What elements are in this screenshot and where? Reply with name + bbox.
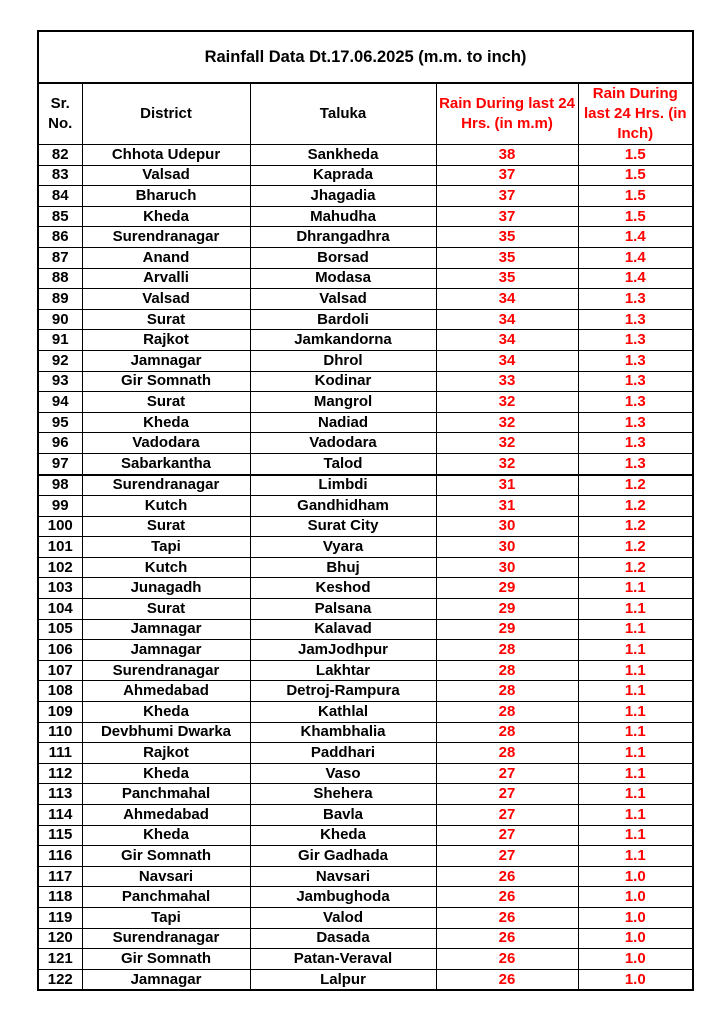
table-row	[38, 247, 693, 268]
cell-taluka: Modasa	[250, 268, 436, 289]
cell-sr-no: 97	[38, 453, 82, 474]
cell-rain-mm: 34	[436, 309, 578, 330]
cell-district: Jamnagar	[82, 640, 250, 661]
table-body	[38, 145, 693, 991]
cell-rain-inch: 1.2	[578, 475, 693, 496]
header-rain-inch: Rain During last 24 Hrs. (in Inch)	[578, 83, 693, 145]
cell-rain-inch: 1.1	[578, 599, 693, 620]
title-row	[38, 31, 693, 83]
cell-taluka: Gir Gadhada	[250, 846, 436, 867]
table-row	[38, 453, 693, 474]
table-row	[38, 145, 693, 166]
cell-taluka: Bardoli	[250, 309, 436, 330]
cell-sr-no: 109	[38, 702, 82, 723]
cell-sr-no: 113	[38, 784, 82, 805]
table-row	[38, 268, 693, 289]
cell-sr-no: 104	[38, 599, 82, 620]
cell-sr-no: 115	[38, 825, 82, 846]
cell-district: Navsari	[82, 866, 250, 887]
cell-taluka: Bavla	[250, 805, 436, 826]
cell-taluka: Vyara	[250, 537, 436, 558]
cell-rain-mm: 34	[436, 289, 578, 310]
table-row	[38, 516, 693, 537]
cell-rain-inch: 1.3	[578, 392, 693, 413]
cell-district: Panchmahal	[82, 887, 250, 908]
table-row	[38, 186, 693, 207]
cell-sr-no: 93	[38, 371, 82, 392]
cell-rain-inch: 1.3	[578, 453, 693, 474]
cell-rain-mm: 32	[436, 453, 578, 474]
cell-rain-mm: 29	[436, 578, 578, 599]
cell-sr-no: 95	[38, 412, 82, 433]
table-row	[38, 371, 693, 392]
cell-rain-inch: 1.1	[578, 763, 693, 784]
cell-rain-inch: 1.1	[578, 846, 693, 867]
cell-rain-inch: 1.1	[578, 640, 693, 661]
cell-district: Kheda	[82, 825, 250, 846]
cell-rain-mm: 26	[436, 866, 578, 887]
table-row	[38, 949, 693, 970]
cell-rain-mm: 28	[436, 743, 578, 764]
cell-rain-mm: 31	[436, 475, 578, 496]
cell-rain-mm: 29	[436, 599, 578, 620]
cell-rain-mm: 28	[436, 640, 578, 661]
table-row	[38, 599, 693, 620]
cell-rain-mm: 27	[436, 846, 578, 867]
table-row	[38, 412, 693, 433]
cell-taluka: Bhuj	[250, 557, 436, 578]
cell-sr-no: 117	[38, 866, 82, 887]
page-title: Rainfall Data Dt.17.06.2025 (m.m. to inch)	[38, 31, 693, 83]
cell-district: Surendranagar	[82, 475, 250, 496]
table-row	[38, 433, 693, 454]
cell-rain-mm: 30	[436, 537, 578, 558]
cell-taluka: Lalpur	[250, 969, 436, 990]
cell-district: Panchmahal	[82, 784, 250, 805]
cell-taluka: Khambhalia	[250, 722, 436, 743]
cell-district: Surendranagar	[82, 928, 250, 949]
cell-rain-mm: 37	[436, 186, 578, 207]
cell-rain-inch: 1.5	[578, 206, 693, 227]
cell-rain-inch: 1.1	[578, 722, 693, 743]
table-row	[38, 722, 693, 743]
cell-rain-inch: 1.2	[578, 516, 693, 537]
cell-sr-no: 91	[38, 330, 82, 351]
table-row	[38, 681, 693, 702]
cell-rain-mm: 28	[436, 681, 578, 702]
cell-district: Gir Somnath	[82, 846, 250, 867]
cell-rain-inch: 1.2	[578, 496, 693, 517]
cell-taluka: Kathlal	[250, 702, 436, 723]
cell-district: Kheda	[82, 702, 250, 723]
header-sr-no: Sr. No.	[38, 83, 82, 145]
cell-rain-mm: 29	[436, 619, 578, 640]
table-row	[38, 289, 693, 310]
cell-sr-no: 94	[38, 392, 82, 413]
cell-rain-inch: 1.1	[578, 784, 693, 805]
cell-rain-mm: 30	[436, 516, 578, 537]
cell-sr-no: 107	[38, 660, 82, 681]
cell-rain-mm: 28	[436, 722, 578, 743]
cell-district: Valsad	[82, 289, 250, 310]
cell-taluka: Limbdi	[250, 475, 436, 496]
cell-rain-inch: 1.0	[578, 887, 693, 908]
cell-sr-no: 118	[38, 887, 82, 908]
cell-district: Junagadh	[82, 578, 250, 599]
cell-taluka: Dhrangadhra	[250, 227, 436, 248]
cell-taluka: Jamkandorna	[250, 330, 436, 351]
table-row	[38, 928, 693, 949]
cell-district: Anand	[82, 247, 250, 268]
cell-district: Surat	[82, 309, 250, 330]
cell-district: Kheda	[82, 206, 250, 227]
cell-sr-no: 89	[38, 289, 82, 310]
cell-rain-inch: 1.2	[578, 537, 693, 558]
cell-district: Kutch	[82, 496, 250, 517]
cell-taluka: Mangrol	[250, 392, 436, 413]
cell-taluka: Sankheda	[250, 145, 436, 166]
cell-taluka: Dhrol	[250, 350, 436, 371]
cell-district: Vadodara	[82, 433, 250, 454]
cell-rain-mm: 27	[436, 763, 578, 784]
cell-taluka: Borsad	[250, 247, 436, 268]
cell-rain-mm: 37	[436, 165, 578, 186]
cell-taluka: Kaprada	[250, 165, 436, 186]
cell-rain-inch: 1.1	[578, 743, 693, 764]
cell-taluka: Keshod	[250, 578, 436, 599]
cell-rain-mm: 26	[436, 928, 578, 949]
table-row	[38, 969, 693, 990]
cell-taluka: Nadiad	[250, 412, 436, 433]
cell-rain-inch: 1.3	[578, 309, 693, 330]
cell-sr-no: 112	[38, 763, 82, 784]
cell-taluka: Dasada	[250, 928, 436, 949]
rainfall-table	[37, 30, 694, 991]
cell-district: Surat	[82, 516, 250, 537]
cell-rain-inch: 1.4	[578, 247, 693, 268]
cell-taluka: Kodinar	[250, 371, 436, 392]
cell-rain-mm: 34	[436, 350, 578, 371]
table-row	[38, 537, 693, 558]
cell-sr-no: 98	[38, 475, 82, 496]
cell-rain-inch: 1.3	[578, 433, 693, 454]
cell-district: Arvalli	[82, 268, 250, 289]
cell-rain-inch: 1.1	[578, 660, 693, 681]
cell-taluka: Navsari	[250, 866, 436, 887]
cell-rain-mm: 34	[436, 330, 578, 351]
cell-rain-mm: 31	[436, 496, 578, 517]
cell-taluka: Talod	[250, 453, 436, 474]
cell-taluka: Kalavad	[250, 619, 436, 640]
cell-district: Jamnagar	[82, 350, 250, 371]
cell-taluka: Jhagadia	[250, 186, 436, 207]
cell-rain-inch: 1.5	[578, 145, 693, 166]
cell-taluka: Detroj-Rampura	[250, 681, 436, 702]
cell-rain-inch: 1.3	[578, 371, 693, 392]
cell-district: Surendranagar	[82, 227, 250, 248]
cell-rain-inch: 1.4	[578, 227, 693, 248]
cell-rain-mm: 35	[436, 227, 578, 248]
cell-taluka: Vaso	[250, 763, 436, 784]
cell-sr-no: 119	[38, 907, 82, 928]
table-row	[38, 825, 693, 846]
cell-taluka: Paddhari	[250, 743, 436, 764]
cell-district: Tapi	[82, 537, 250, 558]
cell-rain-mm: 26	[436, 949, 578, 970]
table-row	[38, 496, 693, 517]
table-row	[38, 227, 693, 248]
table-row	[38, 660, 693, 681]
cell-rain-mm: 32	[436, 433, 578, 454]
cell-district: Jamnagar	[82, 969, 250, 990]
cell-district: Kutch	[82, 557, 250, 578]
cell-sr-no: 92	[38, 350, 82, 371]
cell-taluka: Shehera	[250, 784, 436, 805]
cell-taluka: Surat City	[250, 516, 436, 537]
cell-rain-mm: 26	[436, 907, 578, 928]
cell-sr-no: 83	[38, 165, 82, 186]
cell-sr-no: 102	[38, 557, 82, 578]
header-district: District	[82, 83, 250, 145]
header-rain-mm: Rain During last 24 Hrs. (in m.m)	[436, 83, 578, 145]
cell-district: Kheda	[82, 763, 250, 784]
cell-sr-no: 120	[38, 928, 82, 949]
cell-taluka: Gandhidham	[250, 496, 436, 517]
cell-rain-mm: 27	[436, 784, 578, 805]
cell-rain-inch: 1.3	[578, 289, 693, 310]
header-row	[38, 83, 693, 145]
table-row	[38, 206, 693, 227]
cell-rain-mm: 26	[436, 969, 578, 990]
cell-rain-mm: 38	[436, 145, 578, 166]
table-row	[38, 846, 693, 867]
cell-district: Ahmedabad	[82, 805, 250, 826]
cell-rain-mm: 27	[436, 805, 578, 826]
cell-sr-no: 100	[38, 516, 82, 537]
cell-sr-no: 111	[38, 743, 82, 764]
table-row	[38, 866, 693, 887]
cell-rain-inch: 1.1	[578, 702, 693, 723]
table-row	[38, 350, 693, 371]
header-taluka: Taluka	[250, 83, 436, 145]
cell-rain-inch: 1.3	[578, 330, 693, 351]
cell-taluka: Kheda	[250, 825, 436, 846]
cell-district: Surat	[82, 599, 250, 620]
cell-rain-mm: 32	[436, 392, 578, 413]
cell-rain-mm: 35	[436, 247, 578, 268]
table-row	[38, 309, 693, 330]
cell-rain-inch: 1.0	[578, 949, 693, 970]
cell-district: Chhota Udepur	[82, 145, 250, 166]
table-row	[38, 640, 693, 661]
cell-taluka: Jambughoda	[250, 887, 436, 908]
table-row	[38, 887, 693, 908]
table-row	[38, 578, 693, 599]
table-row	[38, 743, 693, 764]
cell-rain-mm: 26	[436, 887, 578, 908]
cell-sr-no: 105	[38, 619, 82, 640]
table-row	[38, 619, 693, 640]
cell-rain-mm: 27	[436, 825, 578, 846]
table-row	[38, 165, 693, 186]
cell-sr-no: 99	[38, 496, 82, 517]
table-row	[38, 763, 693, 784]
cell-sr-no: 101	[38, 537, 82, 558]
cell-rain-inch: 1.1	[578, 805, 693, 826]
cell-rain-inch: 1.2	[578, 557, 693, 578]
cell-taluka: Valod	[250, 907, 436, 928]
cell-rain-mm: 35	[436, 268, 578, 289]
cell-district: Tapi	[82, 907, 250, 928]
cell-rain-inch: 1.1	[578, 681, 693, 702]
cell-district: Devbhumi Dwarka	[82, 722, 250, 743]
cell-district: Valsad	[82, 165, 250, 186]
table-row	[38, 784, 693, 805]
cell-taluka: Valsad	[250, 289, 436, 310]
cell-rain-mm: 28	[436, 702, 578, 723]
table-row	[38, 805, 693, 826]
cell-sr-no: 88	[38, 268, 82, 289]
cell-district: Rajkot	[82, 330, 250, 351]
cell-district: Surendranagar	[82, 660, 250, 681]
cell-rain-mm: 37	[436, 206, 578, 227]
cell-taluka: JamJodhpur	[250, 640, 436, 661]
cell-rain-inch: 1.0	[578, 907, 693, 928]
cell-sr-no: 114	[38, 805, 82, 826]
cell-district: Sabarkantha	[82, 453, 250, 474]
cell-rain-mm: 28	[436, 660, 578, 681]
table-row	[38, 557, 693, 578]
cell-sr-no: 108	[38, 681, 82, 702]
cell-sr-no: 122	[38, 969, 82, 990]
cell-rain-inch: 1.1	[578, 619, 693, 640]
cell-rain-inch: 1.4	[578, 268, 693, 289]
table-row	[38, 907, 693, 928]
cell-rain-inch: 1.1	[578, 825, 693, 846]
cell-rain-mm: 30	[436, 557, 578, 578]
cell-rain-inch: 1.3	[578, 350, 693, 371]
cell-district: Rajkot	[82, 743, 250, 764]
cell-sr-no: 90	[38, 309, 82, 330]
cell-sr-no: 82	[38, 145, 82, 166]
cell-rain-mm: 32	[436, 412, 578, 433]
cell-rain-inch: 1.1	[578, 578, 693, 599]
cell-district: Ahmedabad	[82, 681, 250, 702]
cell-sr-no: 106	[38, 640, 82, 661]
cell-sr-no: 110	[38, 722, 82, 743]
table-row	[38, 702, 693, 723]
cell-taluka: Mahudha	[250, 206, 436, 227]
cell-taluka: Patan-Veraval	[250, 949, 436, 970]
cell-district: Gir Somnath	[82, 949, 250, 970]
cell-district: Jamnagar	[82, 619, 250, 640]
cell-rain-inch: 1.5	[578, 165, 693, 186]
table-row	[38, 392, 693, 413]
cell-rain-mm: 33	[436, 371, 578, 392]
cell-district: Kheda	[82, 412, 250, 433]
cell-taluka: Palsana	[250, 599, 436, 620]
table-row	[38, 475, 693, 496]
cell-sr-no: 96	[38, 433, 82, 454]
cell-rain-inch: 1.5	[578, 186, 693, 207]
cell-district: Surat	[82, 392, 250, 413]
cell-sr-no: 84	[38, 186, 82, 207]
cell-sr-no: 85	[38, 206, 82, 227]
cell-sr-no: 87	[38, 247, 82, 268]
table-row	[38, 330, 693, 351]
cell-district: Gir Somnath	[82, 371, 250, 392]
cell-rain-inch: 1.0	[578, 928, 693, 949]
cell-rain-inch: 1.3	[578, 412, 693, 433]
cell-taluka: Vadodara	[250, 433, 436, 454]
cell-rain-inch: 1.0	[578, 969, 693, 990]
cell-rain-inch: 1.0	[578, 866, 693, 887]
cell-sr-no: 116	[38, 846, 82, 867]
cell-sr-no: 121	[38, 949, 82, 970]
cell-district: Bharuch	[82, 186, 250, 207]
cell-sr-no: 86	[38, 227, 82, 248]
cell-taluka: Lakhtar	[250, 660, 436, 681]
cell-sr-no: 103	[38, 578, 82, 599]
